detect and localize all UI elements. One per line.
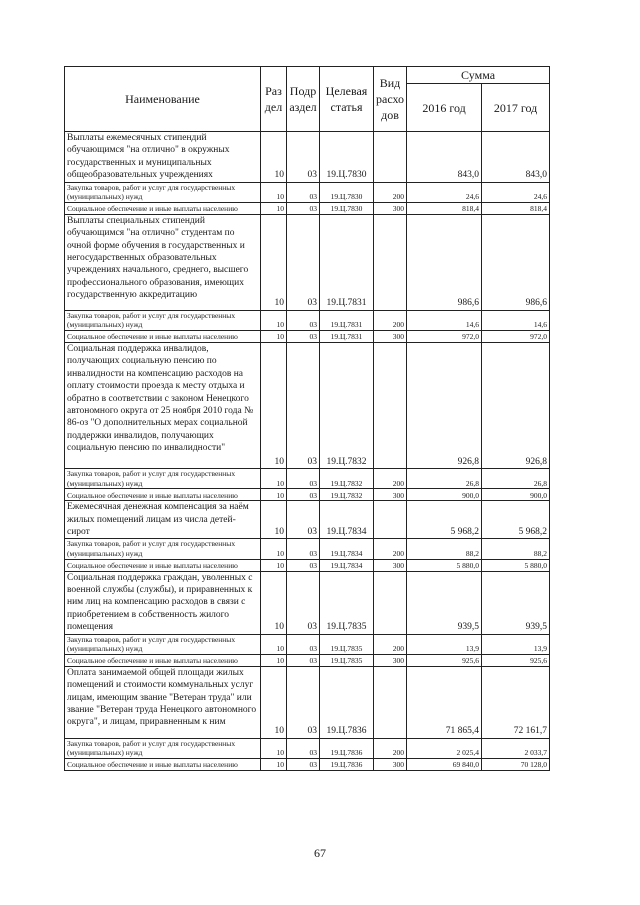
- row-target-article: 19.Ц.7836: [320, 738, 374, 758]
- row-target-article: 19.Ц.7834: [320, 559, 374, 571]
- row-expense-type: 300: [374, 759, 407, 771]
- row-amount-2017: 72 161,7: [482, 666, 550, 738]
- row-razdel: 10: [261, 759, 287, 771]
- row-razdel: 10: [261, 666, 287, 738]
- row-name: Социальная поддержка инвалидов, получающих социальную пенсию по инвалидности на компенсацию расходов на оплату стоимости проезда к месту отдыха и обратно в соответствии с законом Ненецкого автономного округа от 25 ноября 2010 года № 86-оз "О дополнительных мерах социальной поддержки инвалидов, получающих социальную пенсию по инвалидности": [65, 343, 261, 469]
- row-podrazdel: 03: [287, 489, 320, 501]
- row-name: Социальное обеспечение и иные выплаты населению: [65, 489, 261, 501]
- row-target-article: 19.Ц.7832: [320, 469, 374, 489]
- row-razdel: 10: [261, 182, 287, 202]
- row-podrazdel: 03: [287, 132, 320, 183]
- row-razdel: 10: [261, 343, 287, 469]
- row-name: Закупка товаров, работ и услуг для государственных (муниципальных) нужд: [65, 469, 261, 489]
- row-amount-2016: 900,0: [407, 489, 482, 501]
- table-row: [65, 214, 550, 310]
- table-row: [65, 634, 550, 654]
- table-row: [65, 571, 550, 634]
- row-razdel: 10: [261, 539, 287, 559]
- row-podrazdel: 03: [287, 343, 320, 469]
- row-target-article: 19.Ц.7830: [320, 132, 374, 183]
- header-sum: Сумма: [407, 67, 550, 84]
- row-amount-2016: 986,6: [407, 214, 482, 310]
- row-target-article: 19.Ц.7831: [320, 214, 374, 310]
- row-podrazdel: 03: [287, 634, 320, 654]
- row-amount-2017: 986,6: [482, 214, 550, 310]
- row-expense-type: 300: [374, 489, 407, 501]
- row-amount-2017: 900,0: [482, 489, 550, 501]
- row-amount-2017: 939,5: [482, 571, 550, 634]
- row-amount-2016: 14,6: [407, 310, 482, 330]
- row-podrazdel: 03: [287, 182, 320, 202]
- row-amount-2017: 926,8: [482, 343, 550, 469]
- row-target-article: 19.Ц.7836: [320, 666, 374, 738]
- row-amount-2016: 939,5: [407, 571, 482, 634]
- row-razdel: 10: [261, 634, 287, 654]
- row-name: Закупка товаров, работ и услуг для государственных (муниципальных) нужд: [65, 182, 261, 202]
- row-podrazdel: 03: [287, 501, 320, 539]
- row-target-article: 19.Ц.7831: [320, 310, 374, 330]
- header-name: Наименование: [65, 67, 261, 132]
- row-amount-2017: 24,6: [482, 182, 550, 202]
- row-amount-2016: 26,8: [407, 469, 482, 489]
- table-row: [65, 759, 550, 771]
- row-podrazdel: 03: [287, 310, 320, 330]
- row-amount-2016: 843,0: [407, 132, 482, 183]
- row-razdel: 10: [261, 571, 287, 634]
- row-amount-2016: 972,0: [407, 331, 482, 343]
- row-expense-type: 200: [374, 182, 407, 202]
- row-amount-2016: 88,2: [407, 539, 482, 559]
- row-razdel: 10: [261, 202, 287, 214]
- header-razdel: Раз дел: [261, 67, 287, 132]
- row-target-article: 19.Ц.7830: [320, 182, 374, 202]
- row-razdel: 10: [261, 654, 287, 666]
- row-target-article: 19.Ц.7832: [320, 343, 374, 469]
- row-expense-type: [374, 214, 407, 310]
- row-podrazdel: 03: [287, 202, 320, 214]
- row-amount-2016: 5 968,2: [407, 501, 482, 539]
- row-name: Выплаты специальных стипендий обучающимся "на отлично" студентам по очной форме обучения в государственных и негосударственных образовательных учреждениях начального, среднего, высшего профессионального образования, имеющих государственную аккредитацию: [65, 214, 261, 310]
- row-target-article: 19.Ц.7835: [320, 634, 374, 654]
- table-body: [65, 132, 550, 771]
- table-row: [65, 489, 550, 501]
- row-expense-type: 200: [374, 539, 407, 559]
- row-podrazdel: 03: [287, 738, 320, 758]
- row-amount-2017: 70 128,0: [482, 759, 550, 771]
- row-name: Социальная поддержка граждан, уволенных с военной службы (службы), и приравненных к ним лиц на компенсацию расходов в связи с приобретением в собственность жилого помещения: [65, 571, 261, 634]
- row-expense-type: 300: [374, 202, 407, 214]
- row-expense-type: [374, 501, 407, 539]
- row-podrazdel: 03: [287, 539, 320, 559]
- row-amount-2017: 2 033,7: [482, 738, 550, 758]
- budget-table: [64, 66, 550, 771]
- row-name: Социальное обеспечение и иные выплаты населению: [65, 331, 261, 343]
- row-name: Социальное обеспечение и иные выплаты населению: [65, 654, 261, 666]
- row-name: Закупка товаров, работ и услуг для государственных (муниципальных) нужд: [65, 634, 261, 654]
- row-podrazdel: 03: [287, 571, 320, 634]
- row-name: Закупка товаров, работ и услуг для государственных (муниципальных) нужд: [65, 539, 261, 559]
- header-podrazdel: Подр аздел: [287, 67, 320, 132]
- row-name: Закупка товаров, работ и услуг для государственных (муниципальных) нужд: [65, 310, 261, 330]
- row-razdel: 10: [261, 331, 287, 343]
- row-amount-2016: 926,8: [407, 343, 482, 469]
- header-target: Целевая статья: [320, 67, 374, 132]
- row-target-article: 19.Ц.7831: [320, 331, 374, 343]
- row-razdel: 10: [261, 738, 287, 758]
- table-row: [65, 654, 550, 666]
- row-podrazdel: 03: [287, 666, 320, 738]
- table-row: [65, 469, 550, 489]
- row-podrazdel: 03: [287, 331, 320, 343]
- header-year-2017: 2017 год: [482, 84, 550, 132]
- row-amount-2017: 13,9: [482, 634, 550, 654]
- row-target-article: 19.Ц.7835: [320, 654, 374, 666]
- row-name: Оплата занимаемой общей площади жилых помещений и стоимости коммунальных услуг лицам, имеющим звание "Ветеран труда" или звание "Ветеран труда Ненецкого автономного округа", и лицам, приравненным к ним: [65, 666, 261, 738]
- row-expense-type: [374, 343, 407, 469]
- row-name: Социальное обеспечение и иные выплаты населению: [65, 559, 261, 571]
- row-target-article: 19.Ц.7834: [320, 501, 374, 539]
- row-amount-2017: 925,6: [482, 654, 550, 666]
- row-amount-2017: 5 968,2: [482, 501, 550, 539]
- row-razdel: 10: [261, 489, 287, 501]
- row-razdel: 10: [261, 469, 287, 489]
- row-podrazdel: 03: [287, 759, 320, 771]
- table-row: [65, 501, 550, 539]
- row-expense-type: 200: [374, 310, 407, 330]
- row-name: Закупка товаров, работ и услуг для государственных (муниципальных) нужд: [65, 738, 261, 758]
- row-name: Выплаты ежемесячных стипендий обучающимся "на отлично" в окружных государственных и муниципальных общеобразовательных учреждениях: [65, 132, 261, 183]
- row-amount-2016: 5 880,0: [407, 559, 482, 571]
- row-expense-type: 300: [374, 559, 407, 571]
- table-row: [65, 331, 550, 343]
- row-amount-2017: 972,0: [482, 331, 550, 343]
- row-name: Социальное обеспечение и иные выплаты населению: [65, 759, 261, 771]
- row-target-article: 19.Ц.7832: [320, 489, 374, 501]
- row-name: Ежемесячная денежная компенсация за наём жилых помещений лицам из числа детей-сирот: [65, 501, 261, 539]
- table-row: [65, 738, 550, 758]
- row-amount-2017: 5 880,0: [482, 559, 550, 571]
- table-row: [65, 182, 550, 202]
- row-razdel: 10: [261, 214, 287, 310]
- row-expense-type: 200: [374, 634, 407, 654]
- row-amount-2016: 13,9: [407, 634, 482, 654]
- row-amount-2016: 71 865,4: [407, 666, 482, 738]
- table-row: [65, 310, 550, 330]
- row-amount-2016: 818,4: [407, 202, 482, 214]
- row-razdel: 10: [261, 559, 287, 571]
- row-amount-2017: 843,0: [482, 132, 550, 183]
- row-amount-2016: 925,6: [407, 654, 482, 666]
- row-amount-2017: 818,4: [482, 202, 550, 214]
- row-expense-type: 200: [374, 469, 407, 489]
- row-amount-2016: 24,6: [407, 182, 482, 202]
- row-target-article: 19.Ц.7835: [320, 571, 374, 634]
- row-name: Социальное обеспечение и иные выплаты населению: [65, 202, 261, 214]
- header-year-2016: 2016 год: [407, 84, 482, 132]
- table-row: [65, 132, 550, 183]
- row-expense-type: [374, 132, 407, 183]
- table-row: [65, 343, 550, 469]
- row-amount-2017: 26,8: [482, 469, 550, 489]
- row-expense-type: 300: [374, 654, 407, 666]
- row-expense-type: 200: [374, 738, 407, 758]
- row-podrazdel: 03: [287, 654, 320, 666]
- page-number: 67: [314, 846, 326, 860]
- row-expense-type: [374, 571, 407, 634]
- row-amount-2016: 69 840,0: [407, 759, 482, 771]
- row-podrazdel: 03: [287, 469, 320, 489]
- header-expense-type: Вид расхо дов: [374, 67, 407, 132]
- table-row: [65, 666, 550, 738]
- table-row: [65, 559, 550, 571]
- row-podrazdel: 03: [287, 214, 320, 310]
- row-expense-type: [374, 666, 407, 738]
- row-amount-2017: 14,6: [482, 310, 550, 330]
- row-target-article: 19.Ц.7830: [320, 202, 374, 214]
- row-expense-type: 300: [374, 331, 407, 343]
- row-razdel: 10: [261, 132, 287, 183]
- row-amount-2016: 2 025,4: [407, 738, 482, 758]
- row-podrazdel: 03: [287, 559, 320, 571]
- row-target-article: 19.Ц.7836: [320, 759, 374, 771]
- table-row: [65, 539, 550, 559]
- row-amount-2017: 88,2: [482, 539, 550, 559]
- table-row: [65, 202, 550, 214]
- row-razdel: 10: [261, 310, 287, 330]
- row-razdel: 10: [261, 501, 287, 539]
- row-target-article: 19.Ц.7834: [320, 539, 374, 559]
